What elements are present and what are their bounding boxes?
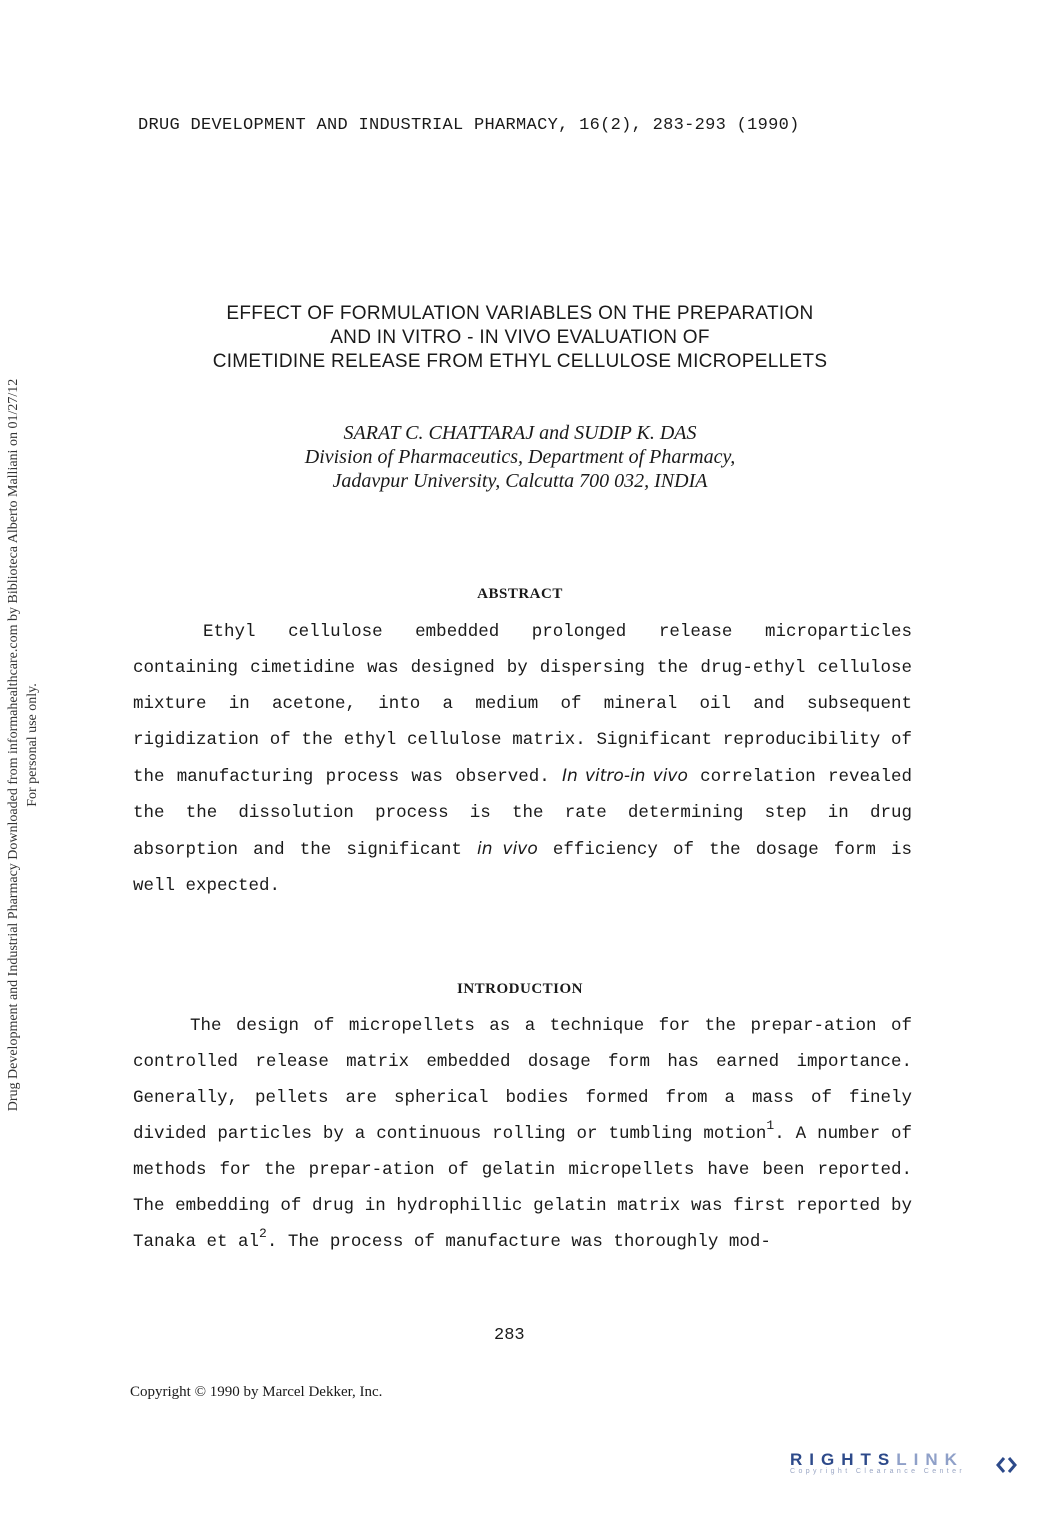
abstract-italic-in-vivo: in vivo <box>477 839 538 859</box>
abstract-heading: ABSTRACT <box>477 586 563 602</box>
rightslink-arrows-icon <box>996 1455 1018 1475</box>
author-block <box>100 421 940 493</box>
abstract-text-part-3: efficiency of the dosage form is well expected. <box>133 840 912 896</box>
reference-superscript-2: 2 <box>259 1226 267 1241</box>
intro-text-part-2: . A number of methods for the prepar-ation of gelatin micropellets have been reported. The embedding of drug in hydrophillic gelatin matrix was first reported by Tanaka et al <box>133 1124 912 1252</box>
intro-text-part-1: The design of micropellets as a technique for the prepar-ation of controlled release matrix embedded dosage form has earned importance. Generally, pellets are spherical bodies formed from a mass of finely divided particles by a continuous rolling or tumbling motion <box>133 1016 912 1144</box>
abstract-italic-in-vitro-in-vivo: In vitro-in vivo <box>562 766 688 786</box>
download-watermark <box>4 295 42 1195</box>
affiliation-line-1: Division of Pharmaceutics, Department of Pharmacy, <box>304 446 736 468</box>
title-line-3: CIMETIDINE RELEASE FROM ETHYL CELLULOSE MICROPELLETS <box>212 351 828 372</box>
reference-superscript-1: 1 <box>766 1118 775 1133</box>
abstract-text-part-2: correlation revealed the the dissolution process is the rate determining step in drug absorption and the significant <box>133 767 912 860</box>
title-line-2: AND IN VITRO - IN VIVO EVALUATION OF <box>330 327 710 348</box>
affiliation-line-2: Jadavpur University, Calcutta 700 032, INDIA <box>332 470 708 492</box>
abstract-text-part-1: Ethyl cellulose embedded prolonged release microparticles containing cimetidine was designed by dispersing the drug-ethyl cellulose mixture in acetone, into a medium of mineral oil and subsequent rigidization of the ethyl cellulose matrix. Significant reproducibility of the manufacturing process was observed. <box>133 622 912 787</box>
journal-header: DRUG DEVELOPMENT AND INDUSTRIAL PHARMACY, 16(2), 283-293 (1990) <box>138 116 800 135</box>
watermark-line-2: For personal use only. <box>25 683 40 807</box>
introduction-body <box>133 1008 912 1260</box>
title-line-1: EFFECT OF FORMULATION VARIABLES ON THE PREPARATION <box>226 303 814 324</box>
watermark-line-1: Drug Development and Industrial Pharmacy Downloaded from informahealthcare.com by Biblioteca Alberto Malliani on 01/27/12 <box>6 378 21 1112</box>
rightslink-wordmark <box>790 1450 1030 1470</box>
paper-title <box>100 302 940 374</box>
introduction-heading: INTRODUCTION <box>456 981 583 997</box>
copyright-notice: Copyright © 1990 by Marcel Dekker, Inc. <box>130 1384 383 1400</box>
abstract-body <box>133 614 912 904</box>
rightslink-link-text: LINK <box>896 1450 964 1469</box>
intro-text-part-3: . The process of manufacture was thoroughly mod- <box>266 1232 771 1252</box>
rightslink-subtitle: Copyright Clearance Center <box>790 1468 966 1475</box>
author-names: SARAT C. CHATTARAJ and SUDIP K. DAS <box>343 422 697 444</box>
rightslink-logo[interactable] <box>790 1450 1030 1490</box>
rightslink-rights-text: RIGHTS <box>790 1450 897 1469</box>
page-number: 283 <box>494 1326 525 1345</box>
